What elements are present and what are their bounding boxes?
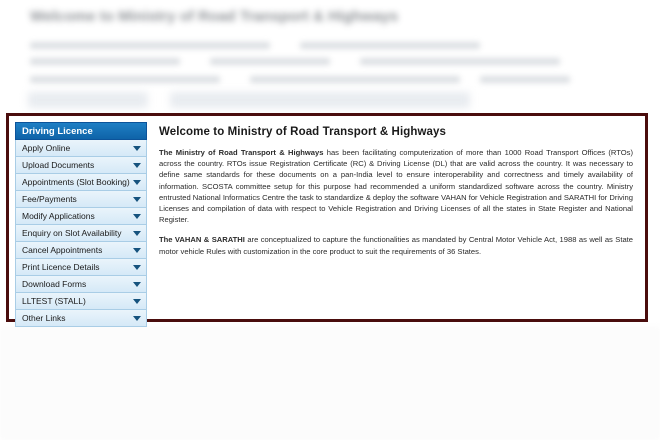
background-text-line: [30, 76, 220, 83]
background-text-line: [30, 58, 180, 65]
intro-paragraph-1: [159, 147, 633, 225]
sidebar-item-label: Appointments (Slot Booking): [22, 177, 130, 187]
background-page-title: Welcome to Ministry of Road Transport & Highways: [30, 8, 399, 25]
sidebar-item-appointments-slot-booking[interactable]: [15, 174, 147, 191]
background-text-line: [300, 42, 480, 49]
background-text-line: [210, 58, 330, 65]
intro-paragraph-1-text: has been facilitating computerization of more than 1000 Road Transport Offices (RTOs) across the country. RTOs issue Registration Certificate (RC) & Driving License (DL) that are valid across the country. It was necessary to define same standards for these documents on a pan-India level to ensure interoperability and correctness and timely availability of information. SCOSTA committee setup for this purpose had recommended a uniform standardized software across the country. Ministry entrusted National Informatics Centre the task to standardize & deploy the software VAHAN for Vehicle Registration and SARATHI for Driving Licenses and compilation of data with respect to Vehicle Registration and Driving Licenses of all the states in State Register and National Register.: [159, 148, 633, 225]
sidebar-item-label: Print Licence Details: [22, 262, 100, 272]
chevron-down-icon[interactable]: [133, 180, 141, 185]
chevron-down-icon[interactable]: [133, 248, 141, 253]
sidebar-item-print-licence-details[interactable]: [15, 259, 147, 276]
chevron-down-icon[interactable]: [133, 163, 141, 168]
vahan-sarathi-bold: The VAHAN & SARATHI: [159, 235, 245, 245]
background-text-line: [360, 58, 560, 65]
sidebar-item-label: Modify Applications: [22, 211, 95, 221]
page-content: [9, 116, 645, 323]
sidebar-item-label: Apply Online: [22, 143, 71, 153]
highlighted-region: [6, 113, 648, 322]
main-content: [155, 122, 639, 313]
ministry-name-bold: The Ministry of Road Transport & Highways: [159, 148, 324, 157]
sidebar-item-label: Cancel Appointments: [22, 245, 103, 255]
background-bottom-area: [0, 326, 660, 440]
sidebar-item-modify-applications[interactable]: [15, 208, 147, 225]
chevron-down-icon[interactable]: [133, 197, 141, 202]
sidebar-item-label: Upload Documents: [22, 160, 95, 170]
sidebar-item-lltest-stall[interactable]: [15, 293, 147, 310]
sidebar-header: Driving Licence: [15, 122, 147, 140]
page-title: Welcome to Ministry of Road Transport & Highways: [159, 126, 447, 138]
chevron-down-icon[interactable]: [133, 231, 141, 236]
background-block: [170, 92, 470, 108]
sidebar-item-label: Enquiry on Slot Availability: [22, 228, 122, 238]
background-text-line: [480, 76, 570, 83]
sidebar-item-label: Download Forms: [22, 279, 87, 289]
sidebar-item-label: Other Links: [22, 313, 66, 323]
chevron-down-icon[interactable]: [133, 299, 141, 304]
chevron-down-icon[interactable]: [133, 146, 141, 151]
intro-paragraph-2-text: are conceptualized to capture the functionalities as mandated by Central Motor Vehicle Act, 1988 as well as State motor vehicle Rules with customization in the core product to suit the requirements of 36 States.: [159, 235, 633, 256]
sidebar-item-enquiry-on-slot-availability[interactable]: [15, 225, 147, 242]
sidebar-item-cancel-appointments[interactable]: [15, 242, 147, 259]
sidebar-item-label: Fee/Payments: [22, 194, 77, 204]
chevron-down-icon[interactable]: [133, 214, 141, 219]
chevron-down-icon[interactable]: [133, 265, 141, 270]
sidebar: [15, 122, 147, 323]
sidebar-item-apply-online[interactable]: [15, 140, 147, 157]
background-block: [28, 92, 148, 108]
sidebar-item-download-forms[interactable]: [15, 276, 147, 293]
intro-paragraph-2: [159, 234, 633, 256]
sidebar-item-fee-payments[interactable]: [15, 191, 147, 208]
chevron-down-icon[interactable]: [133, 316, 141, 321]
background-text-line: [250, 76, 460, 83]
sidebar-item-upload-documents[interactable]: [15, 157, 147, 174]
chevron-down-icon[interactable]: [133, 282, 141, 287]
sidebar-item-other-links[interactable]: [15, 310, 147, 327]
sidebar-item-label: LLTEST (STALL): [22, 296, 86, 306]
background-text-line: [30, 42, 270, 49]
